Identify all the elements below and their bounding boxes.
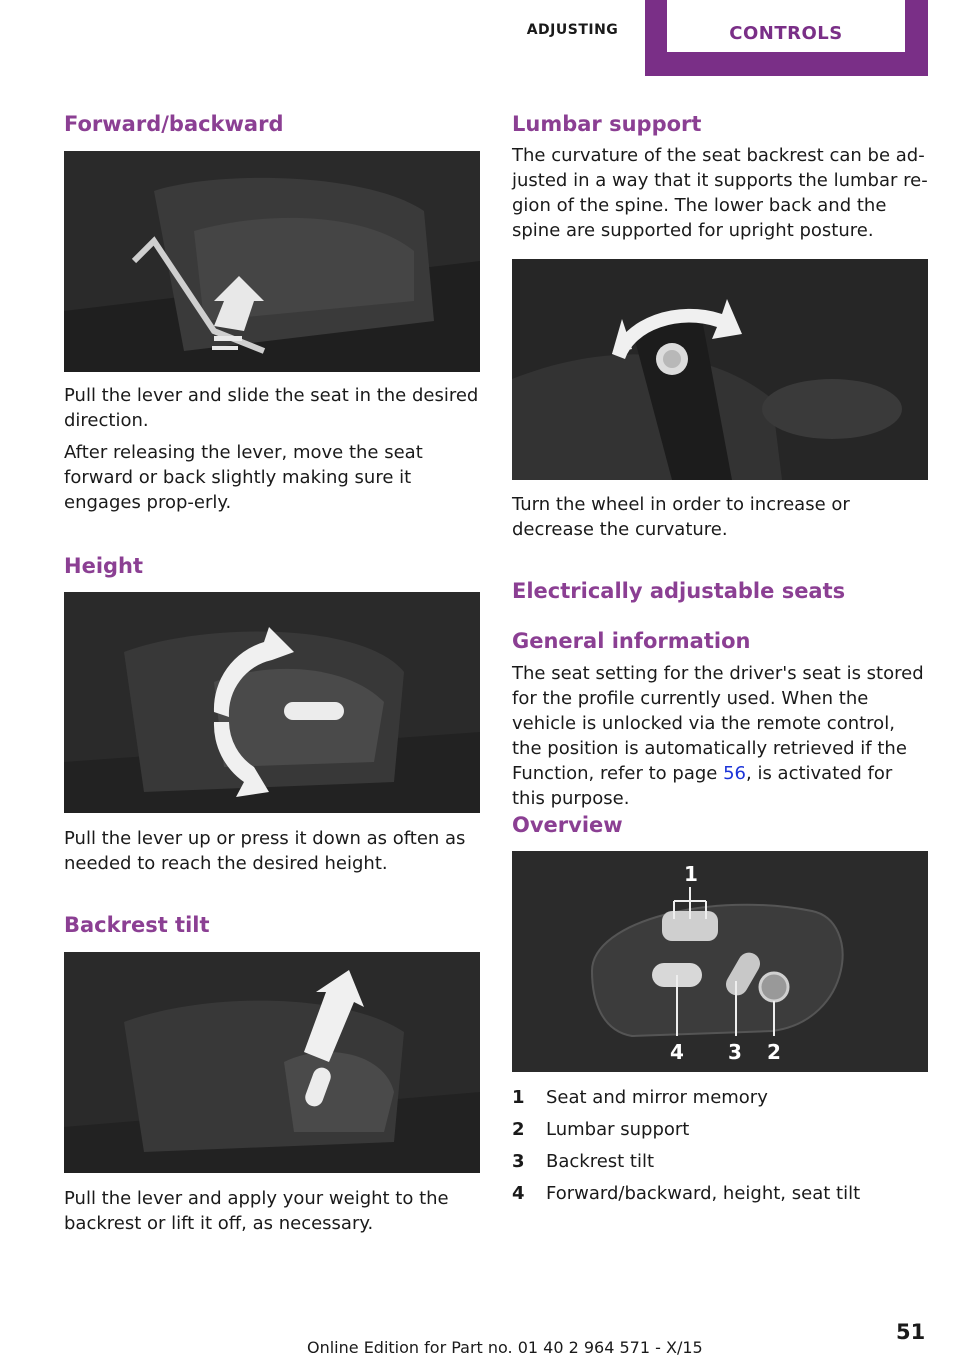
list-item-number: 2 <box>512 1119 525 1140</box>
list-item-label: Forward/backward, height, seat tilt <box>546 1183 861 1204</box>
page-number: 51 <box>896 1320 926 1344</box>
footer-edition: Online Edition for Part no. 01 40 2 964 571 - X/15 <box>307 1338 703 1357</box>
backrest-paragraph-1: Pull the lever and apply your weight to the backrest or lift it off, as necessary. <box>64 1188 449 1234</box>
heading-electric-seats: Electrically adjustable seats <box>512 579 846 603</box>
lumbar-paragraph-1: The curvature of the seat backrest can be ad‐justed in a way that it supports the lumbar re‐gion of the spine. The lower back and the spine are supported for upright posture. <box>512 145 928 241</box>
height-paragraph-1: Pull the lever up or press it down as often as needed to reach the desired height. <box>64 828 466 874</box>
seat-backrest-tilt-image <box>64 952 480 1173</box>
heading-general-information: General information <box>512 629 751 653</box>
heading-overview: Overview <box>512 813 623 837</box>
callout-2: 2 <box>767 1040 781 1064</box>
chapter-tab-label: CONTROLS <box>667 0 905 52</box>
chapter-tab <box>645 0 928 76</box>
callout-4: 4 <box>670 1040 684 1064</box>
forward-paragraph-2: After releasing the lever, move the seat forward or back slightly making sure it engages prop‐erly. <box>64 442 423 513</box>
list-item-number: 3 <box>512 1151 525 1172</box>
section-tab-adjusting: ADJUSTING <box>526 22 619 38</box>
list-item-label: Backrest tilt <box>546 1151 655 1172</box>
forward-paragraph-1: Pull the lever and slide the seat in the desired direction. <box>64 385 479 431</box>
list-item-number: 4 <box>512 1183 525 1204</box>
heading-backrest-tilt: Backrest tilt <box>64 913 210 937</box>
list-item-label: Lumbar support <box>546 1119 690 1140</box>
heading-forward-backward: Forward/backward <box>64 112 284 136</box>
general-info-text-a: The seat setting for the driver's seat is stored for the profile currently used. When the vehicle is unlocked via the remote control, the position is automatically retrieved if the Function, refer to page <box>512 663 924 784</box>
lumbar-support-image <box>512 259 928 480</box>
general-info-text-b: , is activated for this purpose. <box>512 763 893 809</box>
lumbar-paragraph-2: Turn the wheel in order to increase or decrease the curvature. <box>512 494 850 540</box>
general-information-paragraph <box>512 661 928 811</box>
callout-1: 1 <box>684 862 698 886</box>
list-item-label: Seat and mirror memory <box>546 1087 768 1108</box>
seat-forward-backward-image <box>64 151 480 372</box>
heading-lumbar-support: Lumbar support <box>512 112 702 136</box>
list-item-number: 1 <box>512 1087 525 1108</box>
heading-height: Height <box>64 554 144 578</box>
seat-height-image <box>64 592 480 813</box>
callout-3: 3 <box>728 1040 742 1064</box>
page-56-link[interactable]: 56 <box>723 763 746 784</box>
seat-controls-overview-image <box>512 851 928 1072</box>
